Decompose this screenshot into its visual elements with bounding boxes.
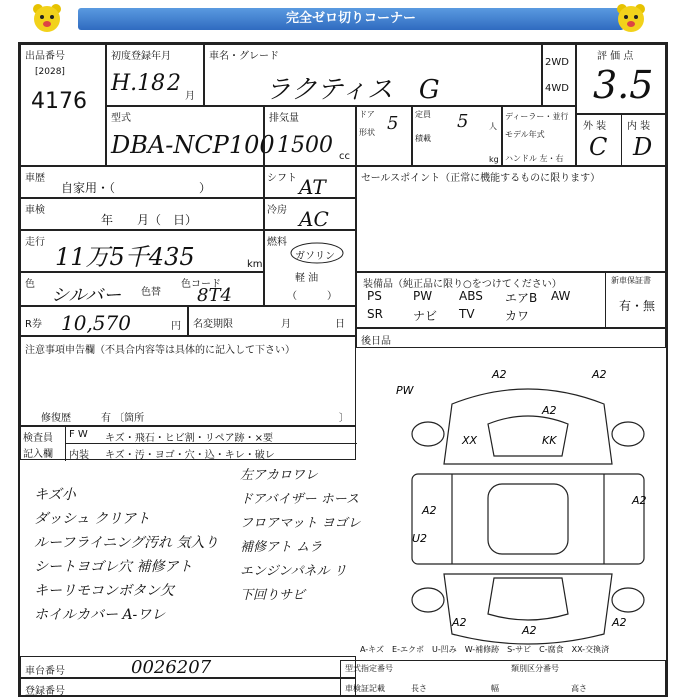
ext-int-box bbox=[576, 114, 666, 166]
recycle-box bbox=[20, 306, 188, 336]
model-value: ラクティス G bbox=[265, 75, 440, 105]
inspector-row1-text: キズ・飛石・ヒビ割・リペア跡・×要 bbox=[105, 433, 273, 444]
title-change-month: 月 bbox=[281, 319, 291, 330]
history-label: 車歴 bbox=[25, 173, 45, 184]
fuel-paren: （ ） bbox=[287, 291, 337, 302]
handwritten-note: 左アカロワレ bbox=[240, 468, 318, 483]
first-reg-label: 初度登録年月 bbox=[111, 51, 171, 62]
ac-box bbox=[264, 198, 356, 230]
inspection-value: 年 月（ 日） bbox=[101, 213, 198, 227]
equipment-box bbox=[356, 272, 666, 328]
mileage-box bbox=[20, 230, 264, 272]
diagram-side-note: PW bbox=[396, 384, 414, 397]
damage-mark: A2 bbox=[542, 404, 557, 417]
length-label: 長さ bbox=[411, 684, 427, 693]
inspector-label2: 記入欄 bbox=[23, 449, 53, 460]
color-box bbox=[20, 272, 264, 306]
damage-mark: A2 bbox=[492, 368, 507, 381]
damage-mark: A2 bbox=[452, 616, 467, 629]
title-change-box bbox=[188, 306, 356, 336]
equipment-item: カワ bbox=[505, 309, 530, 323]
lot-box bbox=[20, 44, 106, 166]
displacement-box bbox=[264, 106, 356, 166]
damage-mark: XX bbox=[462, 434, 478, 447]
handwritten-note: フロアマット ヨゴレ bbox=[240, 516, 361, 531]
back-seat-box bbox=[356, 328, 666, 348]
equipment-item: ABS bbox=[459, 289, 483, 303]
handwritten-note: 補修アト ムラ bbox=[240, 540, 323, 555]
displacement-label: 排気量 bbox=[269, 113, 299, 124]
reg-label: 登録番号 bbox=[25, 686, 65, 697]
color-label: 色 bbox=[25, 279, 35, 290]
chassis-box bbox=[20, 656, 356, 678]
score-box bbox=[576, 44, 666, 114]
title-change-label: 名変期限 bbox=[193, 319, 233, 330]
chassis-label: 車台番号 bbox=[25, 666, 65, 677]
displacement-value: 1500 bbox=[277, 133, 333, 158]
fuel-box bbox=[264, 230, 356, 306]
lot-label: 出品番号 bbox=[25, 51, 65, 62]
inspection-label: 車検 bbox=[25, 205, 45, 216]
cert-label: 車検証記載 bbox=[345, 684, 385, 693]
model-label: 車名・グレード bbox=[209, 51, 279, 62]
score-value: 3.5 bbox=[593, 63, 654, 107]
damage-mark: A2 bbox=[522, 624, 537, 637]
damage-mark: A2 bbox=[592, 368, 607, 381]
type-spec-label: 型式指定番号 bbox=[345, 664, 393, 673]
ext-label: 外 装 bbox=[583, 121, 607, 132]
color-code-label: 色コード bbox=[181, 279, 221, 290]
mileage-value: 11万5千435 bbox=[55, 243, 195, 271]
title-change-day: 日 bbox=[335, 319, 345, 330]
repair-value: 有 〔箇所 bbox=[101, 413, 145, 424]
banner bbox=[0, 0, 700, 36]
capacity-value: 5 bbox=[457, 111, 469, 132]
inspector-label1: 検査員 bbox=[23, 433, 53, 444]
fuel-label: 燃料 bbox=[267, 237, 287, 248]
ac-value: AC bbox=[299, 207, 329, 231]
handwritten-note: キズ小 bbox=[34, 487, 76, 503]
equipment-item: SR bbox=[367, 307, 383, 321]
load-label: 積載 bbox=[415, 134, 431, 143]
lot-year: [2028] bbox=[35, 67, 65, 77]
inspector-row2-tag: 内装 bbox=[69, 450, 89, 461]
mascot-bear-icon bbox=[614, 2, 648, 34]
equipment-item: AW bbox=[551, 289, 571, 303]
cert-box bbox=[340, 660, 666, 697]
type-label: 型式 bbox=[111, 113, 131, 124]
equipment-item: TV bbox=[459, 307, 475, 321]
car-damage-diagram bbox=[392, 364, 668, 654]
doors-label: ドア bbox=[359, 110, 375, 119]
kg-unit: kg bbox=[489, 155, 499, 164]
type-value: DBA-NCP100 bbox=[111, 131, 275, 159]
sales-point-box bbox=[356, 166, 666, 272]
height-label: 高さ bbox=[571, 684, 587, 693]
type-box bbox=[106, 106, 275, 166]
damage-mark: A2 bbox=[632, 494, 647, 507]
color-code-value: 8T4 bbox=[197, 285, 232, 306]
doors-box bbox=[356, 106, 412, 166]
warranty-value: 有・無 bbox=[619, 299, 656, 313]
width-label: 幅 bbox=[491, 684, 499, 693]
capacity-label: 定員 bbox=[415, 110, 431, 119]
damage-mark: A2 bbox=[612, 616, 627, 629]
dealer-box bbox=[502, 106, 576, 166]
handwritten-note: エンジンパネル リ bbox=[240, 564, 347, 579]
recycle-label: R券 bbox=[25, 319, 42, 330]
first-reg-year: H.18 bbox=[111, 71, 166, 96]
equipment-item: PS bbox=[367, 289, 382, 303]
recycle-unit: 円 bbox=[171, 321, 181, 332]
equipment-item: ナビ bbox=[413, 309, 438, 323]
inspector-row1-tag: F W bbox=[69, 429, 88, 440]
drive-2wd: 2WD bbox=[545, 57, 569, 68]
cc-unit: cc bbox=[339, 151, 350, 162]
model-box bbox=[204, 44, 542, 106]
recycle-value: 10,570 bbox=[61, 311, 131, 335]
inspection-box bbox=[20, 198, 264, 230]
reg-box bbox=[20, 678, 356, 697]
drive-box bbox=[542, 44, 576, 106]
equipment-label: 装備品（純正品に限り○をつけてください） bbox=[363, 279, 562, 290]
warranty-label: 新車保証書 bbox=[611, 276, 651, 285]
shift-label: シフト bbox=[267, 173, 297, 184]
int-value: D bbox=[633, 133, 653, 161]
inspector-row2-text: キズ・汚・ヨゴ・穴・込・キレ・破レ bbox=[105, 450, 275, 461]
fuel-gasoline: ガソリン bbox=[295, 251, 335, 262]
back-seat-label: 後日品 bbox=[361, 336, 391, 347]
chassis-value: 0026207 bbox=[131, 657, 212, 678]
doors-value: 5 bbox=[387, 113, 399, 134]
handwritten-note: シートヨゴレ穴 補修アト bbox=[34, 559, 193, 575]
repair-close: 〕 bbox=[339, 413, 349, 424]
equipment-item: PW bbox=[413, 289, 433, 303]
handle-label: ハンドル 左・右 bbox=[505, 154, 564, 163]
notes-box bbox=[20, 336, 356, 426]
capacity-box bbox=[412, 106, 502, 166]
handwritten-note: ルーフライニング汚れ 気入り bbox=[34, 535, 219, 551]
drive-4wd: 4WD bbox=[545, 83, 569, 94]
equipment-item: エアB bbox=[505, 291, 538, 305]
diagram-legend: A-キズ E-エクボ U-凹み W-補修跡 S-サビ C-腐食 XX-交換済 bbox=[360, 645, 610, 654]
km-unit: km bbox=[247, 259, 263, 270]
dealer-label: ディーラー・並行 bbox=[505, 112, 569, 121]
history-value: 自家用・（ ） bbox=[61, 181, 212, 195]
model-year-label: モデル年式 bbox=[505, 130, 545, 139]
color-value: シルバー bbox=[51, 285, 122, 306]
score-label: 評 価 点 bbox=[597, 51, 634, 62]
lot-number: 4176 bbox=[31, 89, 87, 114]
banner-title: 完全ゼロ切りコーナー bbox=[78, 8, 624, 30]
handwritten-note: ダッシュ クリアト bbox=[34, 511, 151, 527]
handwritten-note: 下回りサビ bbox=[240, 588, 306, 603]
damage-mark: A2 bbox=[422, 504, 437, 517]
capacity-unit: 人 bbox=[489, 122, 497, 131]
ext-value: C bbox=[589, 133, 608, 161]
shift-box bbox=[264, 166, 356, 198]
ac-label: 冷房 bbox=[267, 205, 287, 216]
month-unit: 月 bbox=[185, 91, 195, 102]
fuel-diesel: 軽 油 bbox=[295, 273, 319, 284]
first-reg-month: 2 bbox=[167, 71, 181, 96]
color-change-label: 色替 bbox=[141, 287, 161, 298]
handwritten-note: ホイルカバー A-ワレ bbox=[34, 607, 166, 623]
inspector-box bbox=[20, 426, 356, 460]
notes-label: 注意事項申告欄（不具合内容等は具体的に記入して下さい） bbox=[25, 345, 295, 356]
damage-mark: KK bbox=[542, 434, 557, 447]
class-label: 類別区分番号 bbox=[511, 664, 559, 673]
mileage-label: 走行 bbox=[25, 237, 45, 248]
fuel-circle-mark bbox=[289, 241, 345, 265]
sales-point-label: セールスポイント（正常に機能するものに限ります） bbox=[361, 173, 601, 184]
handwritten-note: ドアバイザー ホース bbox=[240, 492, 360, 507]
repair-label: 修復歴 bbox=[41, 413, 71, 424]
damage-mark: U2 bbox=[412, 532, 428, 545]
mascot-bear-icon bbox=[30, 2, 64, 34]
doors-shape-label: 形状 bbox=[359, 128, 375, 137]
int-label: 内 装 bbox=[627, 121, 651, 132]
auction-sheet bbox=[18, 42, 668, 697]
first-reg-box bbox=[106, 44, 204, 106]
shift-value: AT bbox=[299, 175, 326, 199]
handwritten-note: キーリモコンボタン欠 bbox=[34, 583, 174, 599]
history-box bbox=[20, 166, 264, 198]
